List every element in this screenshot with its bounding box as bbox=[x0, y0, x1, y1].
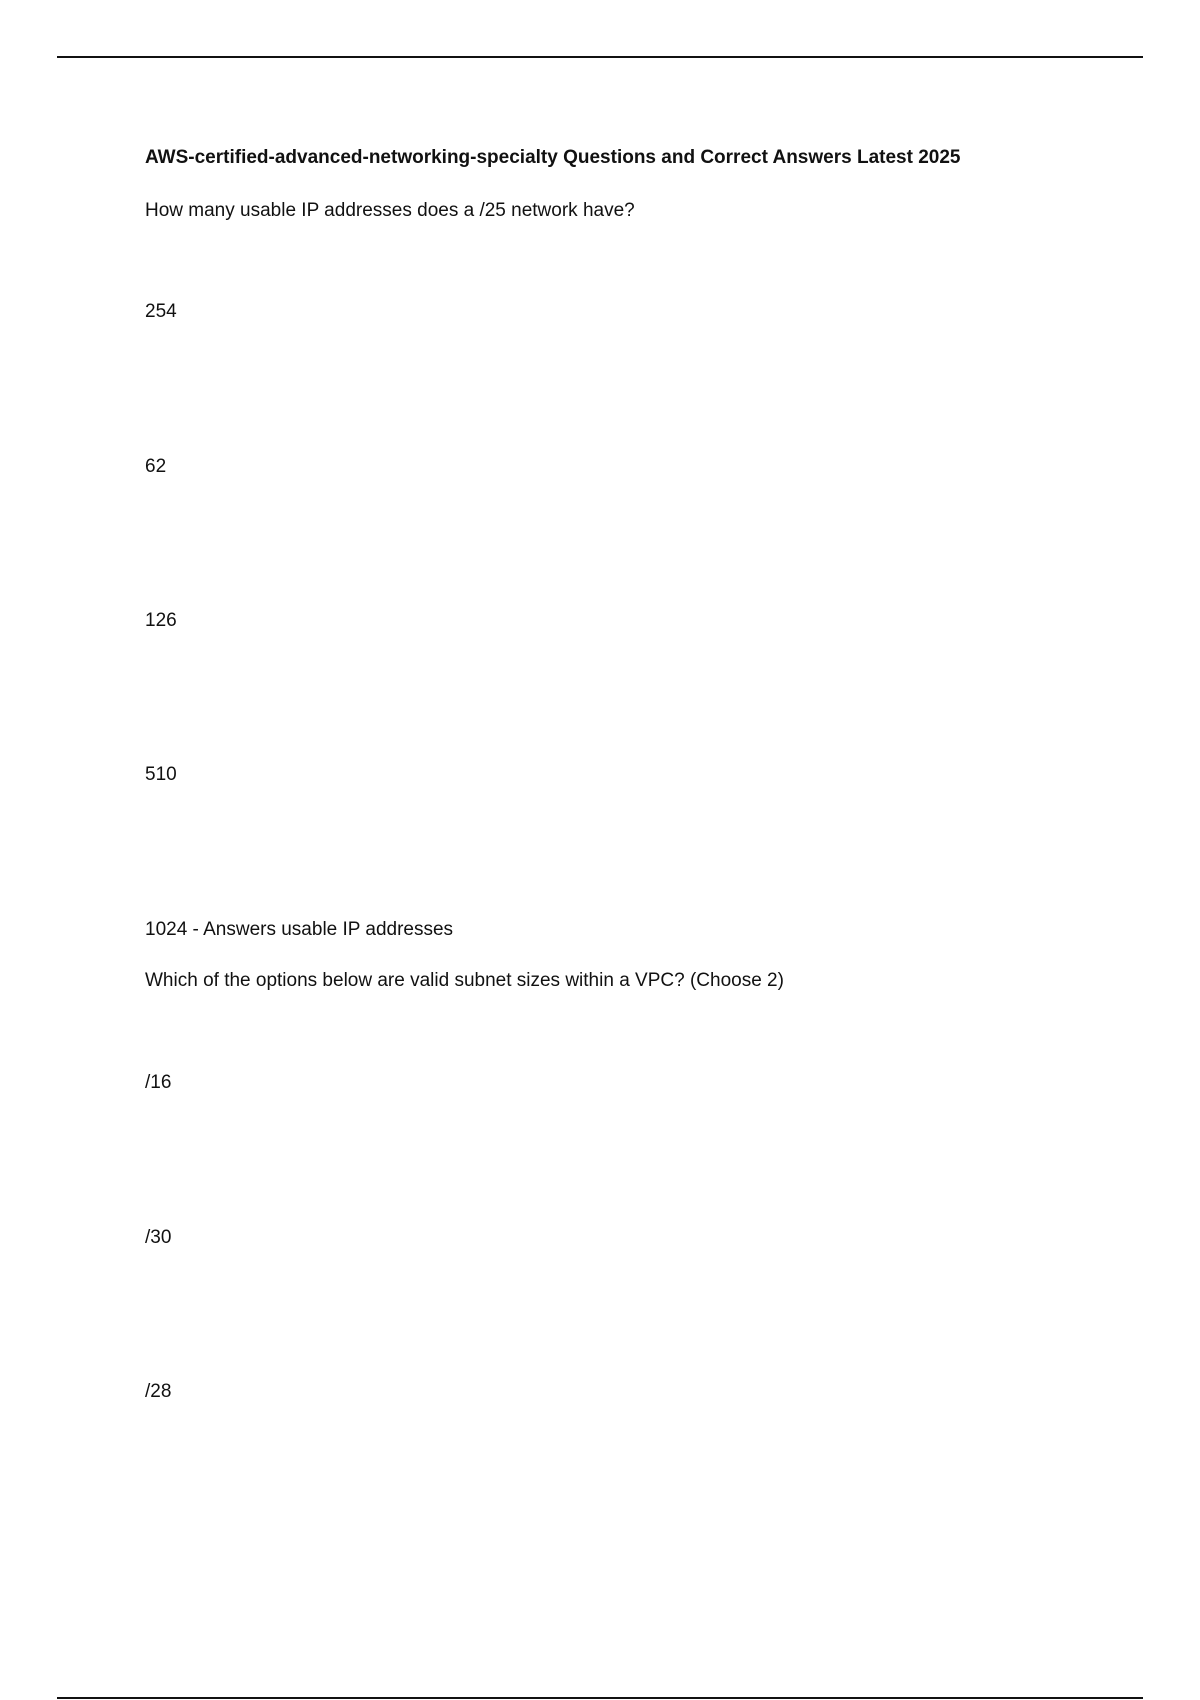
question-2-option-2: /30 bbox=[145, 1227, 172, 1248]
question-1-option-2: 62 bbox=[145, 456, 167, 477]
question-1-option-5: 1024 - Answers usable IP addresses bbox=[145, 919, 454, 940]
question-1-option-1: 254 bbox=[145, 301, 177, 322]
header-rule bbox=[57, 56, 1143, 58]
question-1-prompt: How many usable IP addresses does a /25 network have? bbox=[145, 200, 635, 221]
question-2-option-1: /16 bbox=[145, 1072, 172, 1093]
footer-rule bbox=[57, 1697, 1143, 1699]
document-title: AWS-certified-advanced-networking-specialty Questions and Correct Answers Latest 2025 bbox=[145, 147, 961, 168]
question-2-prompt: Which of the options below are valid subnet sizes within a VPC? (Choose 2) bbox=[145, 970, 784, 991]
question-1-option-3: 126 bbox=[145, 610, 177, 631]
question-1-option-4: 510 bbox=[145, 764, 177, 785]
question-2-option-3: /28 bbox=[145, 1381, 172, 1402]
